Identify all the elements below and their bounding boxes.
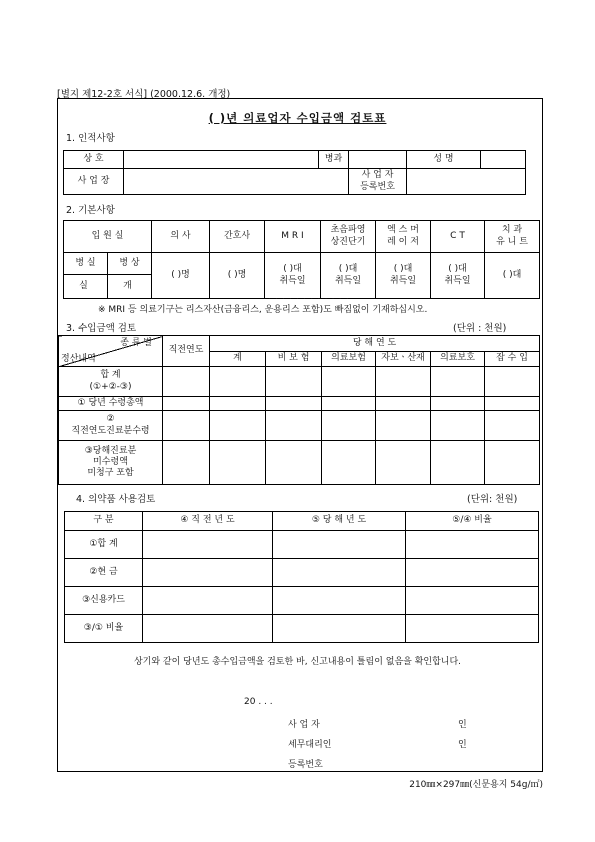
header-mri: M R I [265, 221, 321, 253]
doctor-count-field[interactable]: ( )명 [152, 253, 210, 299]
row-label-ratio: ③/① 비율 [65, 615, 143, 643]
table-cell[interactable] [143, 559, 273, 587]
table-cell[interactable] [485, 397, 540, 411]
label-rooms: 병 실 [64, 253, 108, 275]
header-kind: 종 류 별 [120, 338, 152, 348]
name-field[interactable] [481, 151, 525, 168]
header-dental-unit: 치 과 유 니 트 [485, 221, 540, 253]
table-cell[interactable] [485, 411, 540, 441]
nurse-count-field[interactable]: ( )명 [210, 253, 265, 299]
label-registration-number: 사 업 자 등록번호 [349, 169, 407, 195]
xray-field[interactable]: ( )대 취득일 [376, 253, 431, 299]
row-label-unreceived: ③당해진료분 미수령액 미청구 포함 [59, 441, 163, 485]
beds-count-field[interactable]: 개 [108, 275, 152, 299]
table-cell[interactable] [485, 367, 540, 397]
header-ultrasound: 초음파영 상진단기 [321, 221, 376, 253]
table-cell[interactable] [143, 531, 273, 559]
rooms-count-field[interactable]: 실 [64, 275, 108, 299]
form-header: [별지 제12-2호 서식] (2000.12.6. 개정) [57, 89, 231, 100]
table-cell[interactable] [210, 397, 266, 411]
section-4-unit: (단위: 천원) [467, 494, 518, 505]
header-previous-year: 직전연도 [163, 336, 210, 367]
header-auto-industrial: 자보ㆍ산재 [376, 352, 431, 367]
header-nurse: 간호사 [210, 221, 265, 253]
table-cell[interactable] [322, 411, 376, 441]
header-current-year: 당 해 연 도 [210, 336, 540, 352]
basic-info-table [63, 220, 540, 299]
header-total: 계 [210, 352, 266, 367]
header-xray-laser: 엑 스 머 레 이 저 [376, 221, 431, 253]
row-label-received-total: ① 당년 수령총액 [59, 397, 163, 411]
row-label-credit-card: ③신용카드 [65, 587, 143, 615]
header-previous-year: ④ 직 전 년 도 [143, 512, 273, 531]
business-name-field[interactable] [124, 151, 319, 169]
table-cell[interactable] [210, 411, 266, 441]
section-2-heading: 2. 기본사항 [66, 205, 115, 216]
table-cell[interactable] [143, 615, 273, 643]
table-cell[interactable] [210, 367, 266, 397]
header-misc-income: 잡 수 입 [485, 352, 540, 367]
table-cell[interactable] [163, 397, 210, 411]
label-department: 병과 [319, 151, 349, 169]
label-business-owner: 사 업 자 [288, 720, 320, 730]
row-label-total: 합 계 (①+②-③) [59, 367, 163, 397]
dental-unit-field[interactable]: ( )대 [485, 253, 540, 299]
table-cell[interactable] [163, 411, 210, 441]
table-cell[interactable] [376, 411, 431, 441]
table-cell[interactable] [143, 587, 273, 615]
header-category: 구 분 [65, 512, 143, 531]
table-cell[interactable] [163, 441, 210, 485]
table-cell[interactable] [322, 441, 376, 485]
header-inpatient-room: 입 원 실 [64, 221, 152, 253]
label-business-name: 상 호 [64, 151, 124, 169]
table-cell[interactable] [266, 367, 322, 397]
table-cell[interactable] [406, 531, 539, 559]
table-cell[interactable] [431, 397, 485, 411]
header-uninsured: 비 보 험 [266, 352, 322, 367]
table-cell[interactable] [376, 397, 431, 411]
table-cell[interactable] [266, 411, 322, 441]
table-cell[interactable] [376, 441, 431, 485]
acquisition-date-dots: . . . . . . . . . . . . [268, 292, 350, 301]
revenue-review-table [58, 335, 540, 485]
table-cell[interactable] [210, 441, 266, 485]
form-title: ( )년 의료업자 수입금액 검토표 [208, 111, 387, 125]
mri-lease-note: ※ MRI 등 의료기구는 리스자산(금융리스, 운용리스 포함)도 빠짐없이 기재하십시오. [98, 305, 428, 315]
header-ct: C T [431, 221, 485, 253]
table-cell[interactable] [163, 367, 210, 397]
table-cell[interactable] [266, 397, 322, 411]
seal-mark-1: 인 [458, 720, 467, 730]
header-detail: 정산내역 [61, 353, 96, 364]
label-name: 성 명 [407, 151, 481, 168]
row-label-prev-year-treatment: ② 직전연도진료분수령 [59, 411, 163, 441]
table-cell[interactable] [273, 615, 406, 643]
table-cell[interactable] [406, 587, 539, 615]
label-registration-number: 등록번호 [288, 760, 323, 770]
table-cell[interactable] [322, 367, 376, 397]
department-field[interactable] [349, 151, 407, 169]
table-cell[interactable] [322, 397, 376, 411]
table-cell[interactable] [431, 411, 485, 441]
header-current-year: ⑤ 당 해 년 도 [273, 512, 406, 531]
table-cell[interactable] [406, 559, 539, 587]
workplace-field[interactable] [124, 169, 349, 195]
header-doctor: 의 사 [152, 221, 210, 253]
ultrasound-field[interactable]: ( )대 취득일 [321, 253, 376, 299]
ct-field[interactable]: ( )대 취득일 [431, 253, 485, 299]
section-3-unit: (단위 : 천원) [453, 323, 507, 334]
table-cell[interactable] [431, 367, 485, 397]
label-tax-agent: 세무대리인 [288, 740, 332, 750]
confirmation-statement: 상기와 같이 당년도 총수입금액을 검토한 바, 신고내용이 틀림이 없음을 확인합니다. [133, 657, 462, 667]
table-cell[interactable] [273, 559, 406, 587]
section-1-heading: 1. 인적사항 [66, 133, 115, 144]
table-cell[interactable] [273, 587, 406, 615]
medicine-usage-table [64, 511, 539, 643]
table-cell[interactable] [273, 531, 406, 559]
registration-number-field[interactable] [407, 169, 526, 195]
date-field[interactable]: 20 . . . [244, 697, 273, 707]
header-health-insurance: 의료보험 [322, 352, 376, 367]
label-beds: 병 상 [108, 253, 152, 275]
section-4-heading: 4. 의약품 사용검토 [76, 494, 156, 505]
table-cell[interactable] [406, 615, 539, 643]
personal-info-table [63, 150, 526, 195]
label-workplace: 사 업 장 [64, 169, 124, 195]
table-cell[interactable] [485, 441, 540, 485]
table-cell[interactable] [266, 441, 322, 485]
table-cell[interactable] [376, 367, 431, 397]
section-3-heading: 3. 수입금액 검토 [66, 323, 137, 334]
header-medical-aid: 의료보호 [431, 352, 485, 367]
row-label-total: ①합 계 [65, 531, 143, 559]
mri-field[interactable]: ( )대 취득일 [265, 253, 321, 299]
header-ratio: ⑤/④ 비율 [406, 512, 539, 531]
paper-spec: 210㎜×297㎜(신문용지 54g/㎡) [409, 780, 543, 790]
header-diagonal-cell [59, 336, 163, 367]
row-label-cash: ②현 금 [65, 559, 143, 587]
table-cell[interactable] [431, 441, 485, 485]
seal-mark-2: 인 [458, 740, 467, 750]
